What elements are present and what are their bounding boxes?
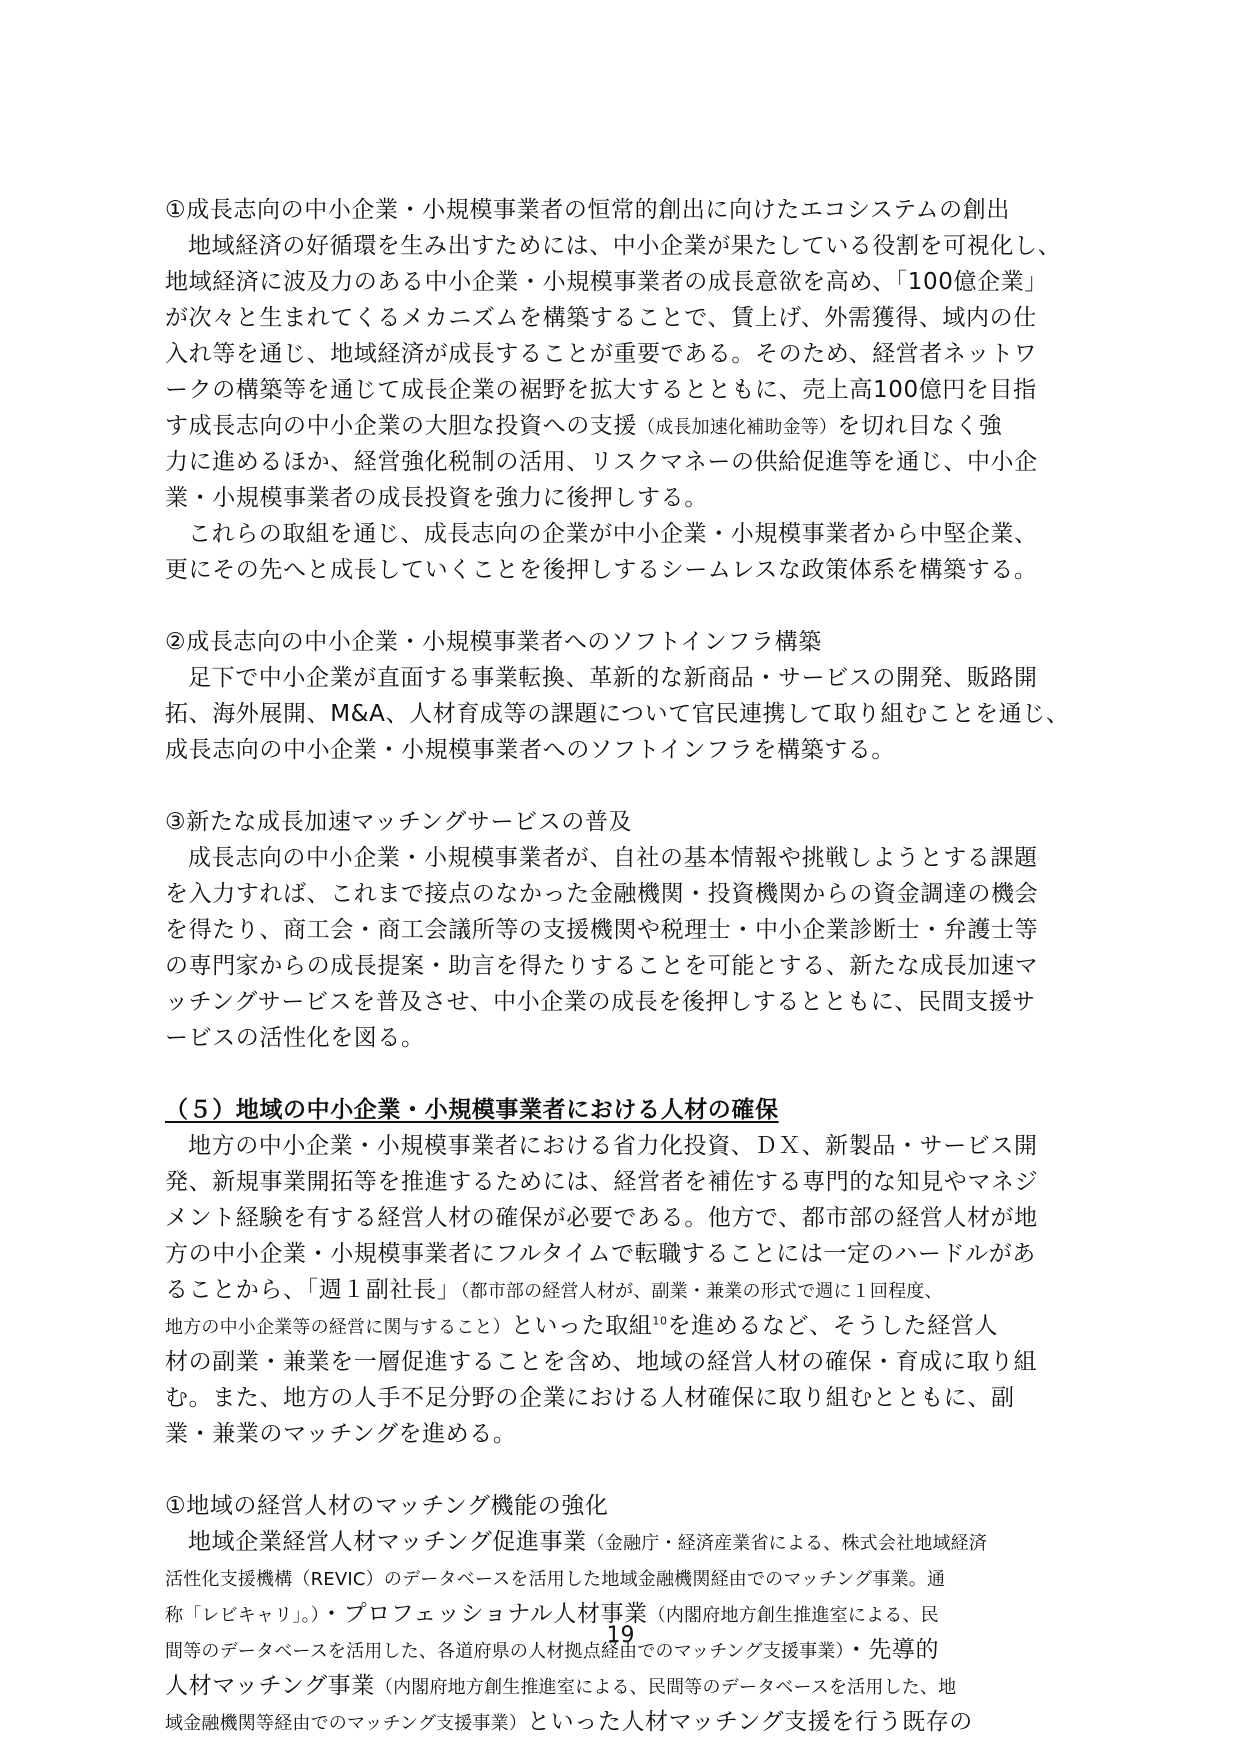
section-heading: ①成長志向の中小企業・小規模事業者の恒常的創出に向けたエコシステムの創出 (165, 197, 1010, 223)
paragraph-line: ッチングサービスを普及させ、中小企業の成長を後押しするとともに、民間支援サ (165, 989, 1036, 1015)
paragraph-line: これらの取組を通じ、成長志向の企業が中小企業・小規模事業者から中堅企業、 (188, 521, 1038, 547)
paragraph-line: ービスの活性化を図る。 (165, 1025, 425, 1051)
paragraph-line: 更にその先へと成長していくことを後押しするシームレスな政策体系を構築する。 (165, 557, 1038, 583)
note-text: 活性化支援機構（REVIC）のデータベースを活用した地域金融機関経由でのマッチング事業。通 (165, 1569, 946, 1590)
paragraph-line (165, 1272, 1105, 1308)
note-text: （内閣府地方創生推進室による、民間等のデータベースを活用した、地 (374, 1677, 957, 1698)
paragraph-line: 拓、海外展開、M&A、人材育成等の課題について官民連携して取り組むことを通じ、 (165, 701, 1070, 727)
paragraph-line: 地域経済の好循環を生み出すためには、中小企業が果たしている役割を可視化し、 (188, 233, 1062, 259)
spacer (165, 768, 1105, 804)
paragraph-line: を入力すれば、これまで接点のなかった金融機関・投資機関からの資金調達の機会 (165, 881, 1039, 907)
paragraph-line (165, 1308, 1105, 1344)
note-text: （金融庁・経済産業省による、株式会社地域経済 (586, 1533, 988, 1554)
paragraph-line: 業・小規模事業者の成長投資を強力に後押しする。 (165, 485, 708, 511)
section-heading: ③新たな成長加速マッチングサービスの普及 (165, 809, 633, 835)
paragraph-line: 地方の中小企業・小規模事業者における省力化投資、ＤＸ、新製品・サービス開 (188, 1133, 1038, 1159)
paragraph-line: 発、新規事業開拓等を推進するためには、経営者を補佐する専門的な知見やマネジ (165, 1169, 1039, 1195)
spacer (165, 1056, 1105, 1092)
text-run: す成長志向の中小企業の大胆な投資への支援 (165, 413, 637, 439)
document-body (165, 192, 1105, 1740)
paragraph-line: 業・兼業のマッチングを進める。 (165, 1421, 517, 1447)
footnote-ref: 10 (652, 1314, 668, 1328)
paragraph-line (165, 1704, 1105, 1740)
text-run: といった人材マッチング支援を行う既存の (527, 1709, 973, 1735)
paragraph-line: 地域経済に波及力のある中小企業・小規模事業者の成長意欲を高め、「100億企業」 (165, 269, 1048, 295)
note-text: （内閣府地方創生推進室による、民 (647, 1605, 939, 1626)
text-run: ることから、「週１副社長」 (165, 1277, 461, 1303)
paragraph-line: 方の中小企業・小規模事業者にフルタイムで転職することには一定のハードルがあ (165, 1241, 1036, 1267)
paragraph-line: が次々と生まれてくるメカニズムを構築することで、賃上げ、外需獲得、域内の仕 (165, 305, 1037, 331)
paragraph-line (165, 1668, 1105, 1704)
note-text: 間等のデータベースを活用した、各道府県の人材拠点経由でのマッチング支援事業） (165, 1641, 845, 1662)
text-run: を進めるなど、そうした経営人 (667, 1313, 999, 1339)
section-heading: ①地域の経営人材のマッチング機能の強化 (165, 1493, 609, 1519)
text-run: ・プロフェッショナル人材事業 (320, 1601, 648, 1627)
text-run: ・先導的 (844, 1637, 940, 1663)
text-run: 地域企業経営人材マッチング促進事業 (188, 1529, 587, 1555)
paragraph-line: む。また、地方の人手不足分野の企業における人材確保に取り組むとともに、副 (165, 1385, 1015, 1411)
paragraph-line: 材の副業・兼業を一層促進することを含め、地域の経営人材の確保・育成に取り組 (165, 1349, 1038, 1375)
paragraph-line: メント経験を有する経営人材の確保が必要である。他方で、都市部の経営人材が地 (165, 1205, 1038, 1231)
section-heading: ②成長志向の中小企業・小規模事業者へのソフトインフラ構築 (165, 629, 822, 655)
paragraph-line: 力に進めるほか、経営強化税制の活用、リスクマネーの供給促進等を通じ、中小企 (165, 449, 1038, 475)
note-text: 地方の中小企業等の経営に関与すること） (165, 1317, 511, 1338)
paragraph-line: を得たり、商工会・商工会議所等の支援機関や税理士・中小企業診断士・弁護士等 (165, 917, 1039, 943)
note-text: （都市部の経営人材が、副業・兼業の形式で週に１回程度、 (460, 1281, 943, 1302)
spacer (165, 1452, 1105, 1488)
paragraph-line: 足下で中小企業が直面する事業転換、革新的な新商品・サービスの開発、販路開 (188, 665, 1038, 691)
paragraph-line: の専門家からの成長提案・助言を得たりすることを可能とする、新たな成長加速マ (165, 953, 1039, 979)
spacer (165, 588, 1105, 624)
paragraph-line: 成長志向の中小企業・小規模事業者が、自社の基本情報や挑戦しようとする課題 (188, 845, 1038, 871)
paragraph-line (165, 408, 1105, 444)
paragraph-line (165, 1560, 1105, 1596)
text-run: 人材マッチング事業 (165, 1673, 375, 1699)
subsection-heading: （５）地域の中小企業・小規模事業者における人材の確保 (165, 1097, 779, 1123)
paragraph-line: 入れ等を通じ、地域経済が成長することが重要である。そのため、経営者ネットワ (165, 341, 1038, 367)
text-run: を切れ目なく強 (837, 413, 1003, 439)
note-text: 域金融機関等経由でのマッチング支援事業） (165, 1713, 528, 1734)
note-text: （成長加速化補助金等） (637, 417, 838, 438)
paragraph-line: ークの構築等を通じて成長企業の裾野を拡大するとともに、売上高100億円を目指 (165, 377, 1037, 403)
note-text: 称「レビキャリ」。） (165, 1605, 320, 1626)
paragraph-line (165, 1524, 1105, 1560)
paragraph-line: 成長志向の中小企業・小規模事業者へのソフトインフラを構築する。 (165, 737, 895, 763)
text-run: といった取組 (510, 1313, 653, 1339)
page-number: 19 (606, 1623, 635, 1648)
